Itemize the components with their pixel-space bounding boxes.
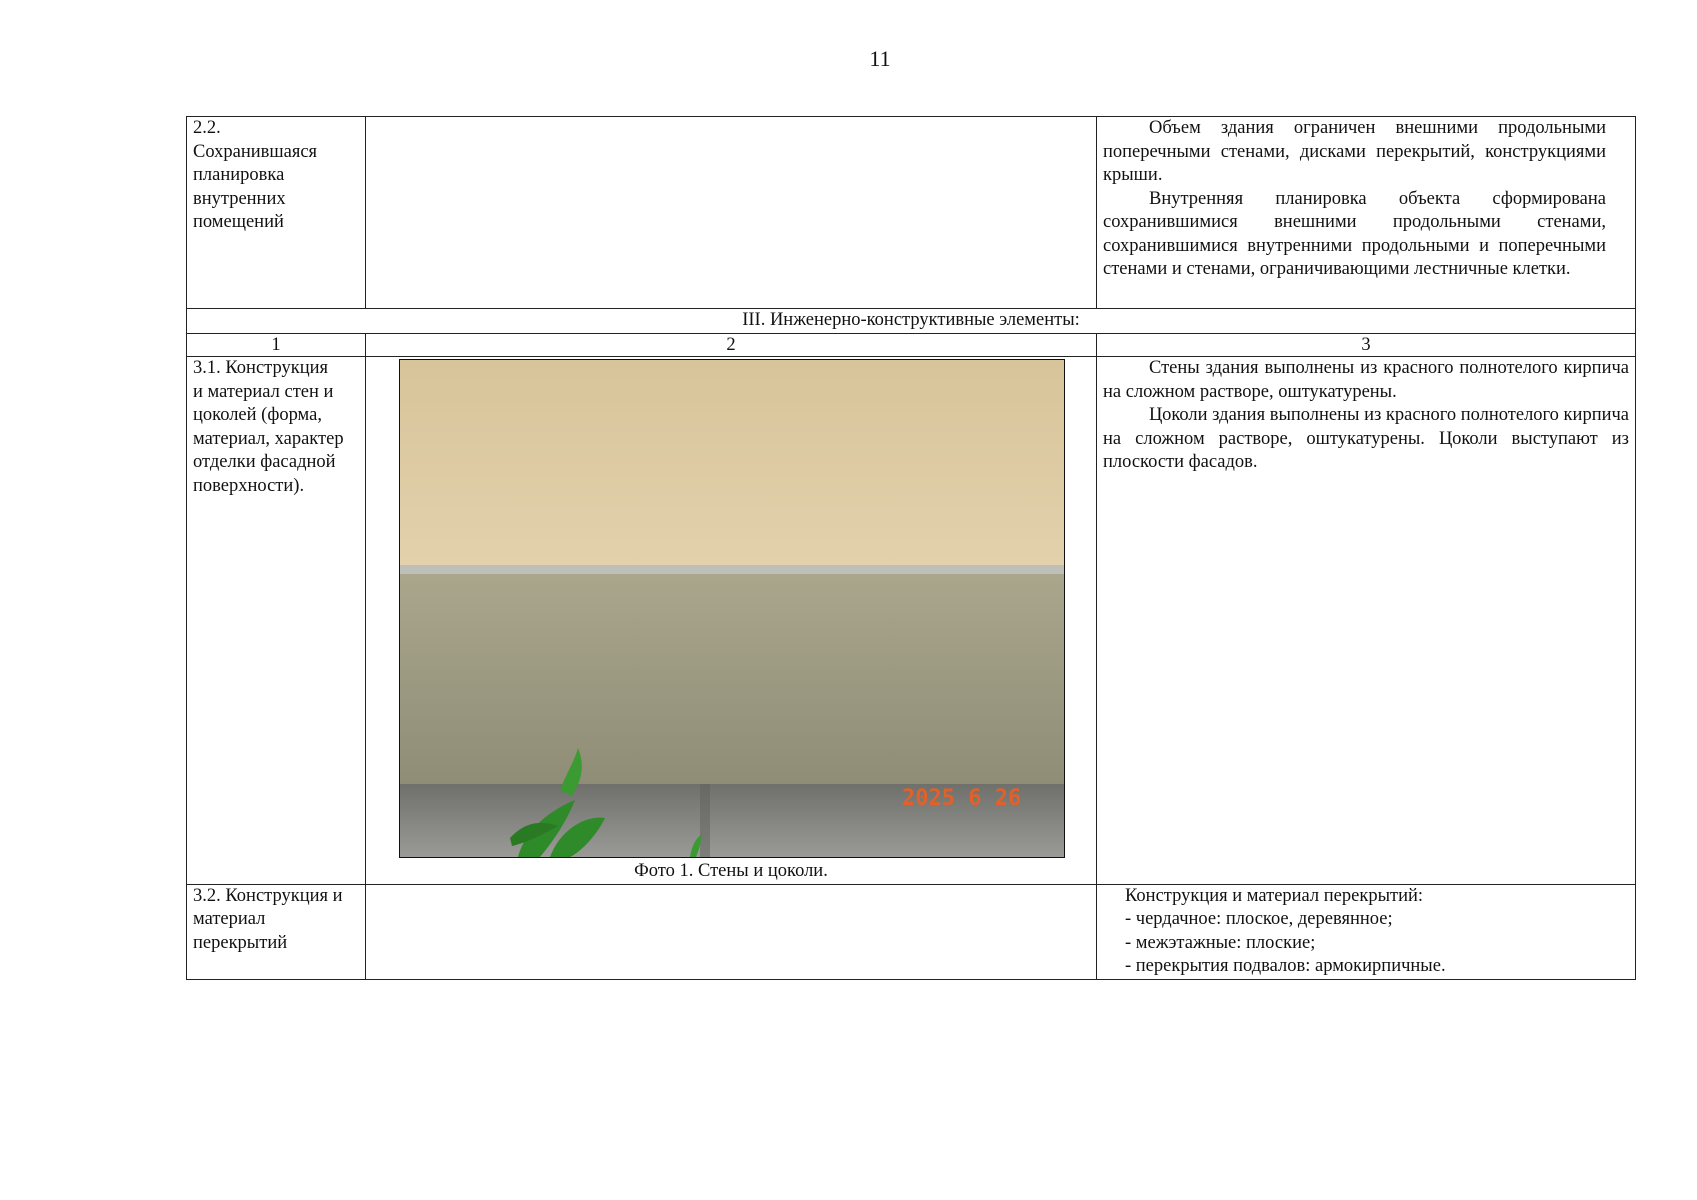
section-title-row [187, 309, 1636, 334]
label-line: 3.1. Конструкция [193, 358, 329, 378]
row-label-cell [187, 117, 366, 309]
label-line: внутренних [193, 188, 286, 209]
label-line: помещений [193, 212, 284, 232]
section-title: III. Инженерно-конструктивные элементы: [187, 309, 1636, 334]
column-number: 1 [187, 334, 366, 357]
plinth-ledge [400, 565, 1064, 574]
description-paragraph: Стены здания выполнены из красного полнотелого кирпича на сложном растворе, оштукатурены. [1103, 358, 1629, 402]
label-line: 2.2. [193, 118, 221, 138]
column-number-row [187, 334, 1636, 357]
photo-date-stamp: 2025 6 26 [902, 786, 1022, 811]
label-line: отделки фасадной [193, 452, 336, 472]
row-label-cell [187, 884, 366, 979]
column-number: 3 [1097, 334, 1636, 357]
description-cell [1097, 884, 1636, 979]
description-paragraph: Внутренняя планировка объекта сформирована сохранившимися внешними продольными стенами, сохранившимися внутренними продольными и поперечными стенами и стенами, ограничивающими лестничные клетки. [1103, 188, 1606, 279]
pavement-crack [700, 784, 710, 857]
label-line: и материал стен и [193, 381, 334, 402]
empty-cell [366, 884, 1097, 979]
wall-region [400, 360, 1064, 565]
label-line: Сохранившаяся [193, 141, 318, 162]
label-line: перекрытий [193, 932, 288, 953]
list-line: Конструкция и материал перекрытий: [1125, 885, 1424, 906]
page-number: 11 [869, 46, 891, 71]
label-line: поверхности). [193, 475, 305, 496]
table-row-3-1 [187, 357, 1636, 885]
description-paragraph: Объем здания ограничен внешними продольными поперечными стенами, дисками перекрытий, конструкциями крыши. [1103, 118, 1606, 185]
photo-cell [366, 357, 1097, 885]
description-paragraph: Цоколи здания выполнены из красного полнотелого кирпича на сложном растворе, оштукатурены. Цоколи выступают из плоскости фасадов. [1103, 405, 1630, 472]
label-line: 3.2. Конструкция и [193, 885, 343, 906]
description-cell [1097, 357, 1636, 885]
photo-caption: Фото 1. Стены и цоколи. [634, 861, 828, 881]
wall-photo [399, 359, 1065, 858]
row-label-cell [187, 357, 366, 885]
table-row-3-2 [187, 884, 1636, 979]
wall-photo-image [400, 360, 1064, 857]
description-cell [1097, 117, 1636, 309]
label-line: материал [193, 909, 266, 929]
label-line: материал, характер [193, 428, 344, 449]
list-line: - чердачное: плоское, деревянное; [1125, 909, 1393, 929]
document-table [186, 116, 1636, 980]
label-line: планировка [193, 165, 285, 185]
list-line: - перекрытия подвалов: армокирпичные. [1125, 956, 1446, 976]
column-number: 2 [366, 334, 1097, 357]
label-line: цоколей (форма, [193, 405, 322, 425]
table-row-2-2 [187, 117, 1636, 309]
empty-cell [366, 117, 1097, 309]
plinth-region [400, 574, 1064, 784]
list-line: - межэтажные: плоские; [1125, 932, 1316, 953]
